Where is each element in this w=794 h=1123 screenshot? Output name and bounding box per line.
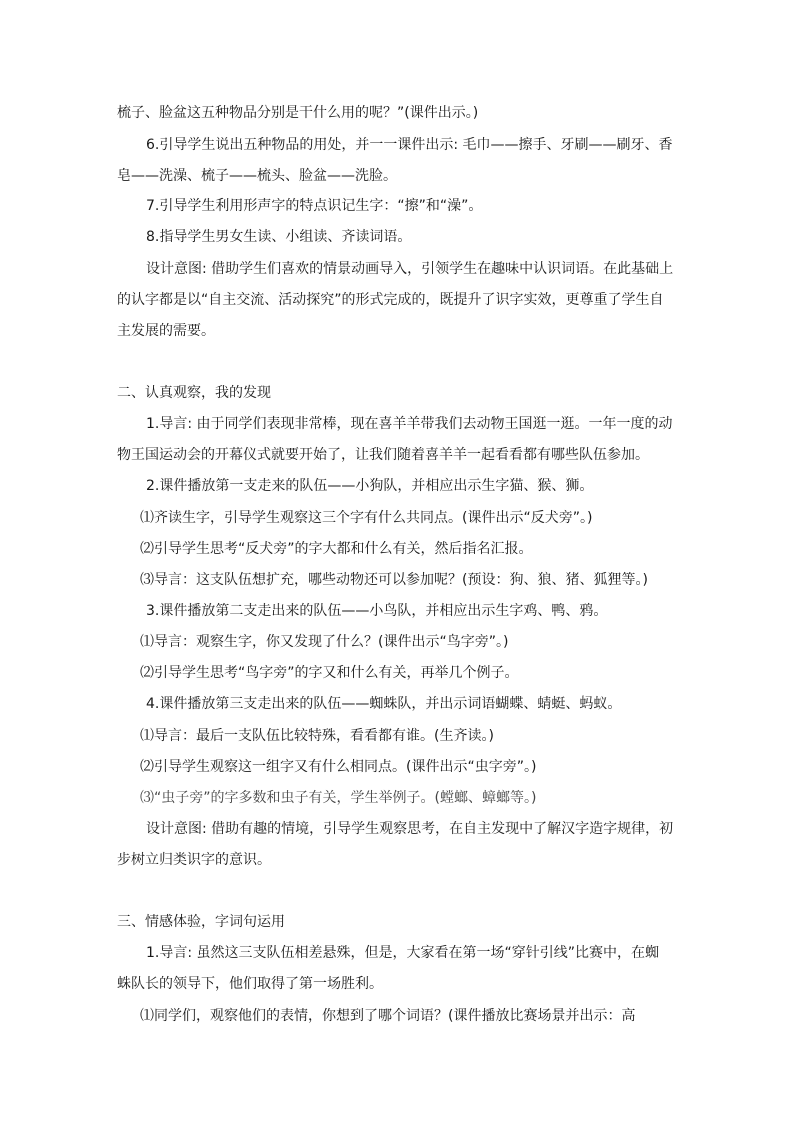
text-line: ⑴同学们，观察他们的表情，你想到了哪个词语？(课件播放比赛场景并出示：高	[140, 1008, 636, 1024]
text-line: ⑵引导学生思考“鸟字旁”的字又和什么有关，再举几个例子。	[140, 665, 519, 681]
text-line: 4.课件播放第三支走出来的队伍——蜘蛛队，并出示词语蝴蝶、蜻蜓、蚂蚁。	[146, 696, 622, 712]
text-line: 7.引导学生利用形声字的特点识记生字：“擦”和“澡”。	[146, 198, 483, 214]
text-line: 皂——洗澡、梳子——梳头、脸盆——洗脸。	[117, 168, 397, 184]
text-line: 步树立归类识字的意识。	[117, 852, 271, 868]
text-line: 6.引导学生说出五种物品的用处，并一一课件出示: 毛巾——擦手、牙刷——刷牙、香	[146, 137, 673, 153]
text-line: 蛛队长的领导下，他们取得了第一场胜利。	[117, 976, 383, 992]
text-line: 主发展的需要。	[117, 323, 215, 339]
text-line: ⑵引导学生观察这一组字又有什么相同点。(课件出示“虫字旁”。)	[140, 759, 537, 775]
text-line: ⑴齐读生字，引导学生观察这三个字有什么共同点。(课件出示“反犬旁”。)	[140, 510, 593, 526]
text-line: 梳子、脸盆这五种物品分别是干什么用的呢？”(课件出示。)	[117, 105, 479, 121]
text-line: ⑵引导学生思考“反犬旁”的字大都和什么有关，然后指名汇报。	[140, 541, 533, 557]
text-line: 3.课件播放第二支走出来的队伍——小鸟队，并相应出示生字鸡、鸭、鸦。	[146, 603, 608, 619]
text-line: 设计意图: 借助有趣的情境，引导学生观察思考，在自主发现中了解汉字造字规律，初	[146, 821, 674, 837]
text-line: ⑶导言：这支队伍想扩充，哪些动物还可以参加呢？(预设：狗、狼、猪、狐狸等。)	[140, 572, 648, 588]
text-line: ⑴导言：最后一支队伍比较特殊，看看都有谁。(生齐读。)	[140, 728, 494, 744]
text-line: 2.课件播放第一支走来的队伍——小狗队，并相应出示生字猫、猴、狮。	[146, 478, 594, 494]
section-heading: 三、情感体验，字词句运用	[117, 914, 285, 930]
text-line: 1.导言: 虽然这三支队伍相差悬殊，但是，大家看在第一场“穿针引线”比赛中，在蜘	[146, 945, 660, 961]
text-line: ⑶“虫子旁”的字多数和虫子有关，学生举例子。(螳螂、蟑螂等。)	[140, 790, 537, 806]
text-line: 物王国运动会的开幕仪式就要开始了，让我们随着喜羊羊一起看看都有哪些队伍参加。	[117, 447, 649, 463]
text-line: ⑴导言：观察生字，你又发现了什么？(课件出示“鸟字旁”。)	[140, 634, 509, 650]
text-line: 8.指导学生男女生读、小组读、齐读词语。	[146, 229, 412, 245]
text-line: 1.导言: 由于同学们表现非常棒，现在喜羊羊带我们去动物王国逛一逛。一年一度的动	[146, 416, 673, 432]
text-line: 的认字都是以“自主交流、活动探究”的形式完成的，既提升了识字实效，更尊重了学生自	[117, 292, 664, 308]
section-heading: 二、认真观察，我的发现	[117, 385, 271, 401]
text-line: 设计意图: 借助学生们喜欢的情景动画导入，引领学生在趣味中认识词语。在此基础上	[146, 261, 674, 277]
